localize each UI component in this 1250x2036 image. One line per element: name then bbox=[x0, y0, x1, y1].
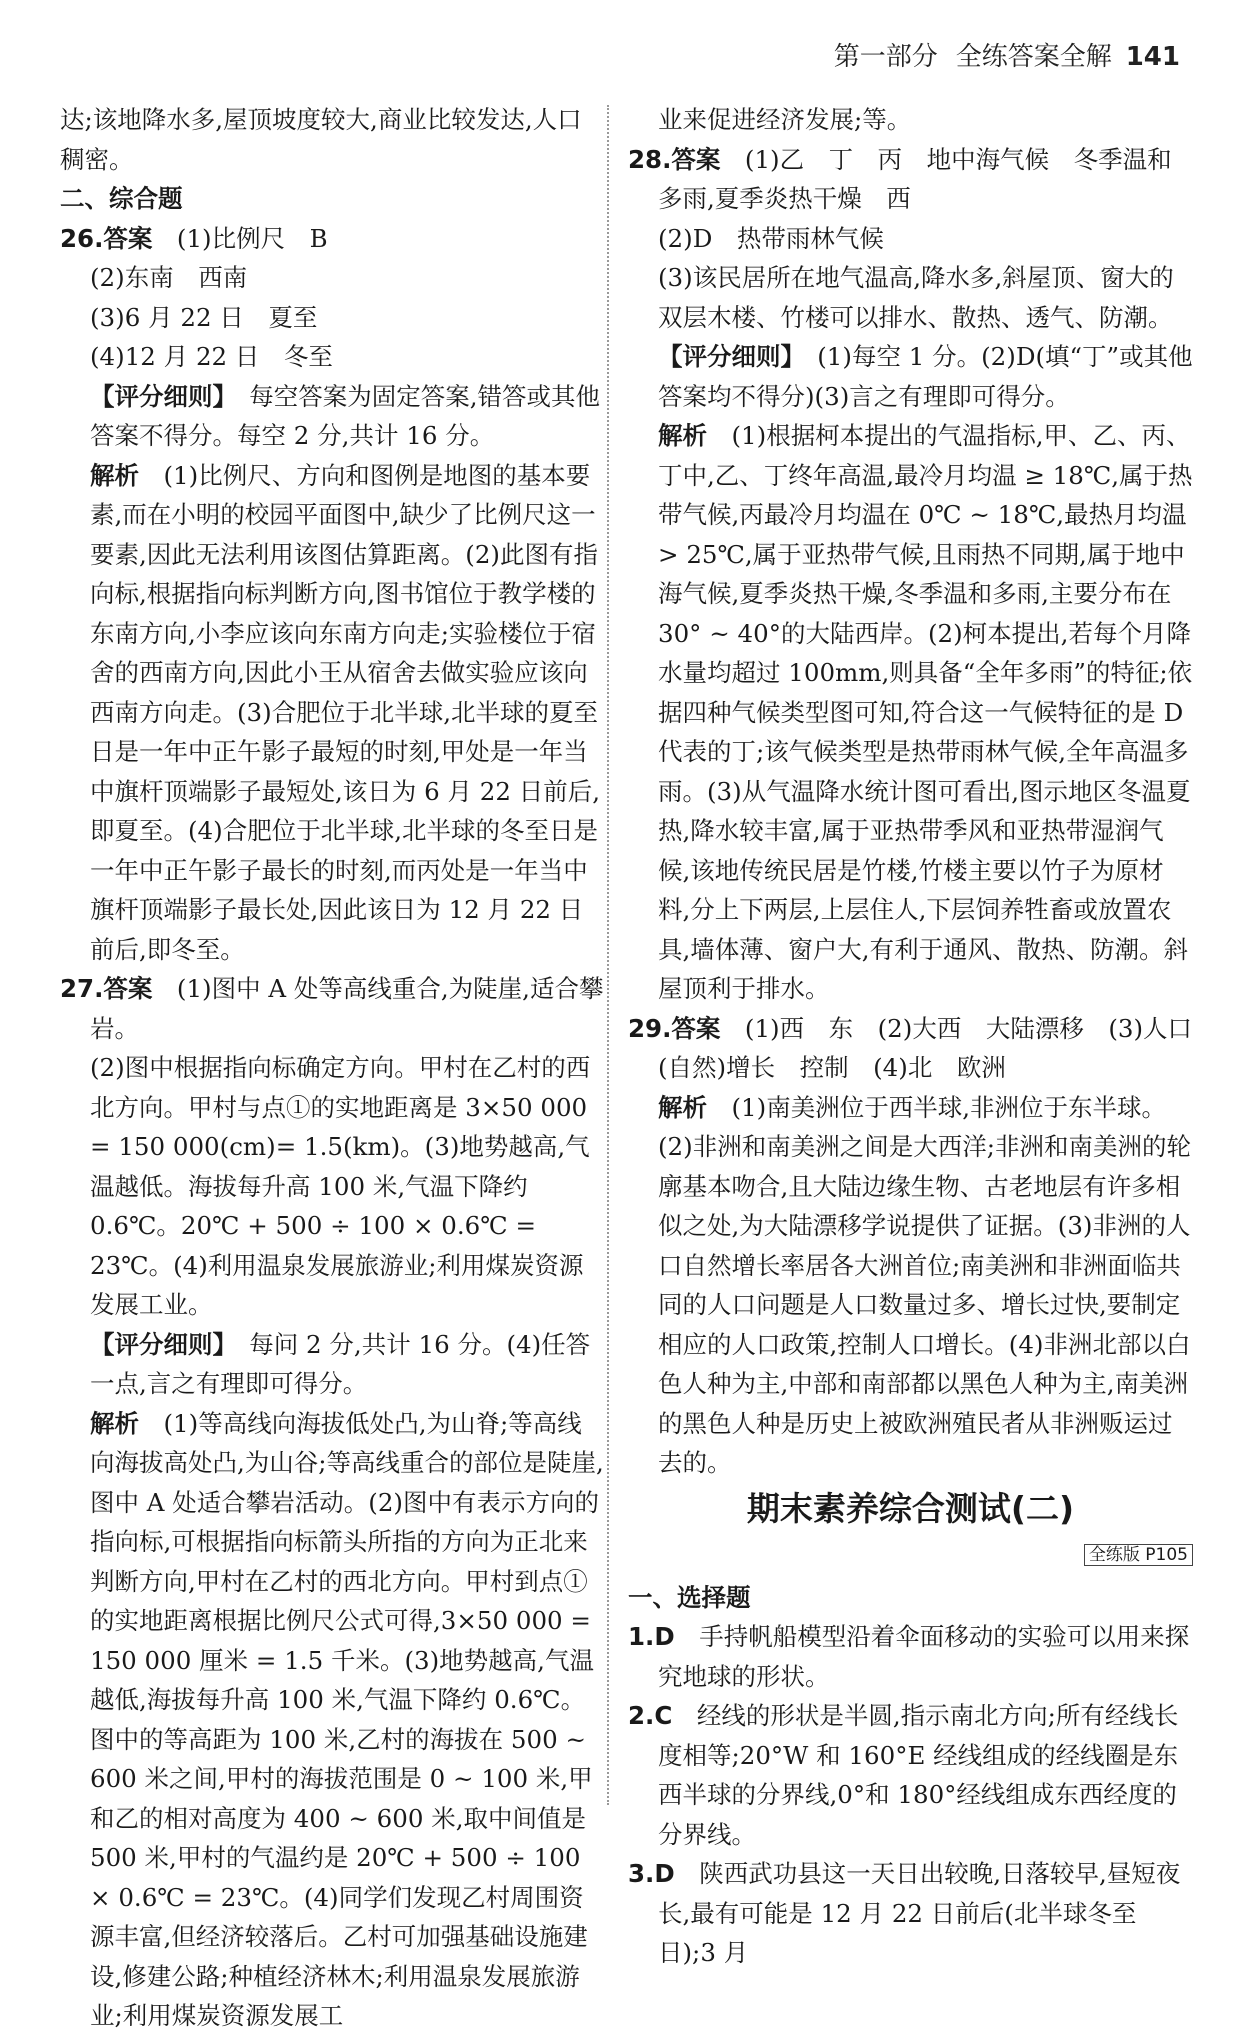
paragraph-text: (1)南美洲位于西半球,非洲位于东半球。(2)非洲和南美洲之间是大西洋;非洲和南美洲的轮廓基本吻合,且大陆边缘生物、古老地层有许多相似之处,为大陆漂移学说提供了证据。(3)非洲的人口自然增长率居各大洲首位;南美洲和非洲面临共同的人口问题是人口数量过多、增长过快,要制定相应的人口政策,控制人口增长。(4)非洲北部以白色人种为主,中部和南部都以黑色人种为主,南美洲的黑色人种是历史上被欧洲殖民者从非洲贩运过去的。 bbox=[658, 1092, 1191, 1477]
version-badge-label: 全练版 P105 bbox=[1084, 1544, 1193, 1566]
paragraph-text: (1)比例尺 B bbox=[176, 223, 328, 253]
paragraph bbox=[60, 377, 605, 456]
paragraph-text: (2)东南 西南 bbox=[90, 263, 248, 292]
paragraph-text: (1)每空 1 分。(2)D(填“丁”或其他答案均不得分)(3)言之有理即可得分。 bbox=[658, 342, 1193, 411]
paragraph bbox=[60, 456, 605, 970]
paragraph bbox=[60, 179, 605, 219]
paragraph-text: 每空答案为固定答案,错答或其他答案不得分。每空 2 分,共计 16 分。 bbox=[90, 381, 601, 450]
paragraph-text: 手持帆船模型沿着伞面移动的实验可以用来探究地球的形状。 bbox=[658, 1622, 1190, 1691]
paragraph-text: 一、选择题 bbox=[628, 1582, 751, 1612]
test-title: 期末素养综合测试(二) bbox=[746, 1488, 1075, 1528]
question-number: 27.答案 bbox=[60, 974, 153, 1003]
section-tag: 解析 bbox=[90, 1408, 139, 1438]
section-tag: 解析 bbox=[90, 460, 139, 490]
header-section: 第一部分 bbox=[833, 42, 938, 72]
right-column bbox=[628, 100, 1193, 1973]
paragraph-text: (1)西 东 (2)大西 大陆漂移 (3)人口(自然)增长 控制 (4)北 欧洲 bbox=[658, 1013, 1193, 1082]
paragraph bbox=[628, 258, 1193, 337]
paragraph-text: 二、综合题 bbox=[60, 184, 183, 213]
question-number: 1.D bbox=[628, 1622, 675, 1651]
paragraph-text: (4)12 月 22 日 冬至 bbox=[90, 342, 333, 371]
paragraph-text: (1)图中 A 处等高线重合,为陡崖,适合攀岩。 bbox=[90, 974, 604, 1043]
paragraph-text: (2)图中根据指向标确定方向。甲村在乙村的西北方向。甲村与点①的实地距离是 3×50 000 = 150 000(cm)= 1.5(km)。(3)地势越高,气温越低。海拔每升高 100 米,气温下降约 0.6℃。20℃ + 500 ÷ 100 × 0.6℃ = 23℃。(4)利用温泉发展旅游业;利用煤炭资源发展工业。 bbox=[90, 1053, 591, 1319]
paragraph bbox=[628, 337, 1193, 416]
section-tag: 解析 bbox=[658, 1092, 707, 1122]
paragraph-text: (1)根据柯本提出的气温指标,甲、乙、丙、丁中,乙、丁终年高温,最冷月均温 ≥ 18℃,属于热带气候,丙最冷月均温在 0℃ ~ 18℃,最热月均温 > 25℃,属于亚热带气候,且雨热不同期,属于地中海气候,夏季炎热干燥,冬季温和多雨,主要分布在 30° ~ 40°的大陆西岸。(2)柯本提出,若每个月降水量均超过 100mm,则具备“全年多雨”的特征;依据四种气候类型图可知,符合这一气候特征的是 D 代表的丁;该气候类型是热带雨林气候,全年高温多雨。(3)从气温降水统计图可看出,图示地区冬温夏热,降水较丰富,属于亚热带季风和亚热带湿润气候,该地传统民居是竹楼,竹楼主要以竹子为原材料,分上下两层,上层住人,下层饲养牲畜或放置农具,墙体薄、窗户大,有利于通风、散热、防潮。斜屋顶利于排水。 bbox=[658, 421, 1193, 1003]
paragraph bbox=[628, 1617, 1193, 1696]
paragraph bbox=[628, 1854, 1193, 1973]
choice-answers bbox=[628, 1578, 1193, 1973]
paragraph bbox=[60, 258, 605, 298]
paragraph bbox=[628, 1088, 1193, 1483]
paragraph bbox=[60, 969, 605, 1048]
paragraph bbox=[628, 416, 1193, 1009]
paragraph-text: (2)D 热带雨林气候 bbox=[658, 223, 884, 253]
version-badge bbox=[628, 1532, 1193, 1572]
paragraph-text: (3)6 月 22 日 夏至 bbox=[90, 302, 318, 332]
paragraph-text: (1)乙 丁 丙 地中海气候 冬季温和多雨,夏季炎热干燥 西 bbox=[658, 144, 1172, 213]
section-tag: 【评分细则】 bbox=[658, 342, 793, 371]
paragraph bbox=[628, 1696, 1193, 1854]
question-number: 2.C bbox=[628, 1701, 673, 1730]
paragraph bbox=[60, 100, 605, 179]
paragraph-text: 业来促进经济发展;等。 bbox=[658, 105, 912, 134]
paragraph bbox=[60, 1404, 605, 2036]
paragraph-text: 陕西武功县这一天日出较晚,日落较早,昼短夜长,最有可能是 12 月 22 日前后(北半球冬至日);3 月 bbox=[658, 1859, 1181, 1967]
paragraph bbox=[628, 219, 1193, 259]
paragraph bbox=[60, 219, 605, 259]
page-number: 141 bbox=[1125, 42, 1180, 72]
paragraph-text: 经线的形状是半圆,指示南北方向;所有经线长度相等;20°W 和 160°E 经线组成的经线圈是东西半球的分界线,0°和 180°经线组成东西经度的分界线。 bbox=[658, 1701, 1179, 1849]
right-answers bbox=[628, 100, 1193, 1483]
paragraph bbox=[628, 1578, 1193, 1618]
paragraph bbox=[60, 298, 605, 338]
paragraph-text: (1)比例尺、方向和图例是地图的基本要素,而在小明的校园平面图中,缺少了比例尺这一要素,因此无法利用该图估算距离。(2)此图有指向标,根据指向标判断方向,图书馆位于教学楼的东南方向,小李应该向东南方向走;实验楼位于宿舍的西南方向,因此小王从宿舍去做实验应该向西南方向走。(3)合肥位于北半球,北半球的夏至日是一年中正午影子最短的时刻,甲处是一年当中旗杆顶端影子最短处,该日为 6 月 22 日前后,即夏至。(4)合肥位于北半球,北半球的冬至日是一年中正午影子最长的时刻,而丙处是一年当中旗杆顶端影子最长处,因此该日为 12 月 22 日前后,即冬至。 bbox=[90, 460, 600, 964]
question-number: 3.D bbox=[628, 1859, 675, 1888]
question-number: 29.答案 bbox=[628, 1013, 721, 1043]
question-number: 26.答案 bbox=[60, 223, 153, 253]
paragraph bbox=[60, 1048, 605, 1325]
page-header bbox=[834, 36, 1180, 73]
header-title: 全练答案全解 bbox=[955, 42, 1112, 72]
paragraph bbox=[628, 1009, 1193, 1088]
paragraph-text: 达;该地降水多,屋顶坡度较大,商业比较发达,人口稠密。 bbox=[60, 105, 582, 174]
left-column bbox=[60, 100, 605, 2036]
paragraph-text: (1)等高线向海拔低处凸,为山脊;等高线向海拔高处凸,为山谷;等高线重合的部位是陡崖,图中 A 处适合攀岩活动。(2)图中有表示方向的指向标,可根据指向标箭头所指的方向为正北来判断方向,甲村在乙村的西北方向。甲村到点①的实地距离根据比例尺公式可得,3×50 000 = 150 000 厘米 = 1.5 千米。(3)地势越高,气温越低,海拔每升高 100 米,气温下降约 0.6℃。图中的等高距为 100 米,乙村的海拔在 500 ~ 600 米之间,甲村的海拔范围是 0 ~ 100 米,甲和乙的相对高度为 400 ~ 600 米,取中间值是 500 米,甲村的气温约是 20℃ + 500 ÷ 100 × 0.6℃ = 23℃。(4)同学们发现乙村周围资源丰富,但经济较落后。乙村可加强基础设施建设,修建公路;种植经济林木;利用温泉发展旅游业;利用煤炭资源发展工 bbox=[90, 1408, 604, 2030]
paragraph bbox=[628, 140, 1193, 219]
paragraph bbox=[628, 100, 1193, 140]
section-tag: 【评分细则】 bbox=[90, 381, 225, 411]
section-tag: 解析 bbox=[658, 421, 707, 450]
paragraph bbox=[60, 1325, 605, 1404]
question-number: 28.答案 bbox=[628, 144, 721, 174]
column-divider bbox=[607, 105, 609, 1805]
paragraph-text: (3)该民居所在地气温高,降水多,斜屋顶、窗大的双层木楼、竹楼可以排水、散热、透气、防潮。 bbox=[658, 263, 1174, 332]
paragraph-text: 每问 2 分,共计 16 分。(4)任答一点,言之有理即可得分。 bbox=[90, 1329, 591, 1398]
paragraph bbox=[60, 337, 605, 377]
section-tag: 【评分细则】 bbox=[90, 1329, 225, 1359]
